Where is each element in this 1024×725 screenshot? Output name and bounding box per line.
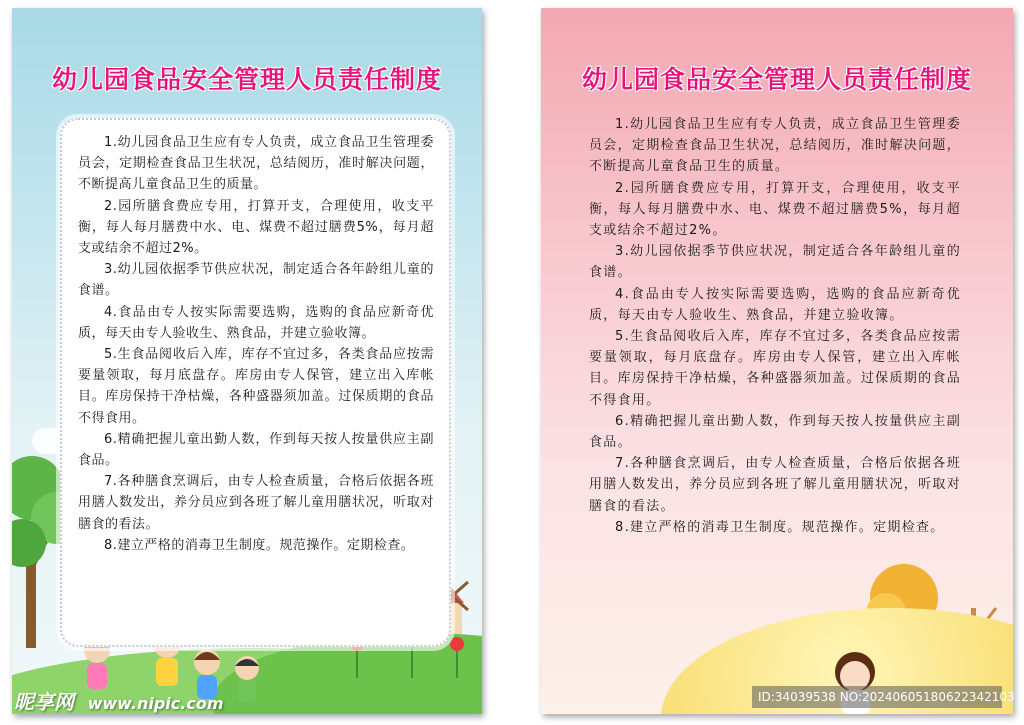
rule-item: 7.各种膳食烹调后，由专人检查质量，合格后依据各班用膳人数发出，养分员应到各班了解儿童用膳状况，听取对膳食的看法。 — [589, 456, 961, 514]
rules-list — [78, 132, 434, 556]
rule-item: 6.精确把握儿童出勤人数，作到每天按人按量供应主副食品。 — [589, 413, 961, 451]
rule-item: 1.幼儿园食品卫生应有专人负责，成立食品卫生管理委员会，定期检查食品卫生状况，总结阅历，准时解决问题，不断提高儿童食品卫生的质量。 — [589, 117, 961, 175]
image-id-label: ID:34039538 NO:20240605180622342103 — [752, 686, 1002, 708]
watermark-url: www.nipic.com — [87, 694, 224, 713]
rules-list — [589, 114, 961, 538]
rule-item: 6.精确把握儿童出勤人数，作到每天按人按量供应主副食品。 — [78, 431, 434, 469]
watermark-logo: 昵享网 — [14, 690, 74, 714]
poster-left — [12, 8, 482, 714]
poster-title: 幼儿园食品安全管理人员责任制度 — [51, 65, 442, 94]
rule-item: 5.生食品阅收后入库，库存不宜过多，各类食品应按需要量领取，每月底盘存。库房由专人保管，建立出入库帐目。库房保持干净枯燥，各种盛器须加盖。过保质期的食品不得食用。 — [78, 347, 434, 426]
rule-item: 2.园所膳食费应专用，打算开支，合理使用，收支平衡，每人每月膳费中水、电、煤费不超过膳费5%，每月超支或结余不超过2%。 — [78, 198, 434, 257]
rule-item: 8.建立严格的消毒卫生制度。规范操作。定期检查。 — [615, 519, 945, 535]
rule-item: 4.食品由专人按实际需要选购，选购的食品应新奇优质，每天由专人验收生、熟食品，并建立验收簿。 — [589, 286, 961, 323]
rule-item: 8.建立严格的消毒卫生制度。规范操作。定期检查。 — [104, 537, 415, 553]
rule-item: 7.各种膳食烹调后，由专人检查质量，合格后依据各班用膳人数发出，养分员应到各班了解儿童用膳状况，听取对膳食的看法。 — [78, 474, 434, 532]
rule-item: 3.幼儿园依据季节供应状况，制定适合各年龄组儿童的食谱。 — [78, 262, 434, 299]
poster-title: 幼儿园食品安全管理人员责任制度 — [581, 65, 972, 94]
rule-item: 4.食品由专人按实际需要选购，选购的食品应新奇优质，每天由专人验收生、熟食品，并建立验收簿。 — [78, 304, 434, 341]
rule-item: 5.生食品阅收后入库，库存不宜过多，各类食品应按需要量领取，每月底盘存。库房由专人保管，建立出入库帐目。库房保持干净枯燥，各种盛器须加盖。过保质期的食品不得食用。 — [589, 329, 961, 408]
rule-item: 3.幼儿园依据季节供应状况，制定适合各年龄组儿童的食谱。 — [589, 244, 961, 281]
rule-item: 1.幼儿园食品卫生应有专人负责，成立食品卫生管理委员会，定期检查食品卫生状况，总结阅历，准时解决问题，不断提高儿童食品卫生的质量。 — [78, 135, 434, 193]
rule-item: 2.园所膳食费应专用，打算开支，合理使用，收支平衡，每人每月膳费中水、电、煤费不超过膳费5%，每月超支或结余不超过2%。 — [589, 180, 961, 239]
watermark — [14, 686, 224, 715]
poster-right — [541, 8, 1013, 714]
